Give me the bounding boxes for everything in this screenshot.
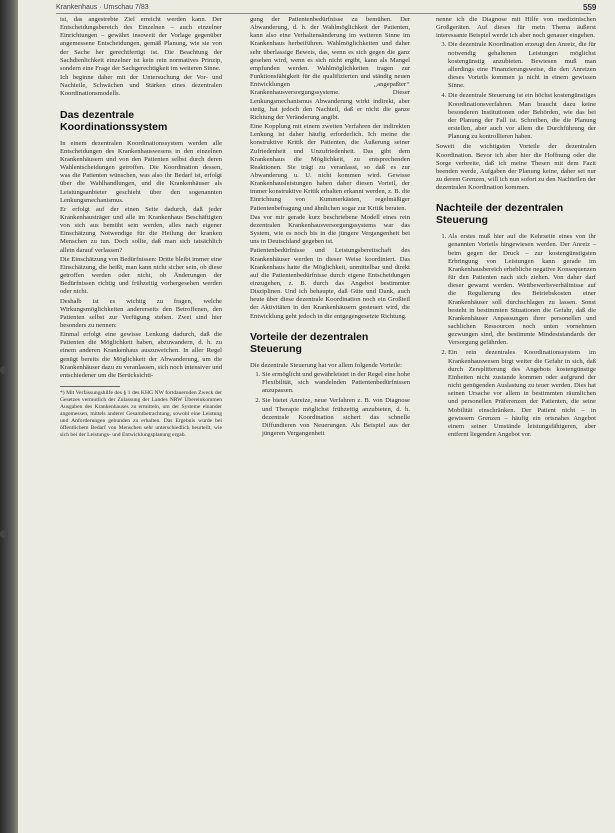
- paragraph: Einmal erfolgt eine gewisse Lenkung dadurch, daß die Patienten die Möglichkeit haben, abzuwandern, d. h. zu einem anderen Krankenhaus auszuweichen. In aller Regel genügt bereits die Möglichkeit der Abwanderung, um die Krankenhäuser dazu zu veranlassen, sich noch intensiver und entschiedener um die Berücksichti-: [60, 331, 222, 379]
- paragraph: ist, das angestrebte Ziel erreicht werden kann. Der Entscheidungsbereich des Einzelnen – auch einzelner Einrichtungen – gewährt insoweit der Vorlage gegenüber angemessene Entscheidungen, gemäß Planung, wie sie von der Sache her gerechtfertigt ist. Die Beachtung der Sachdienlichkeit einzelner ist kein rein normatives Prinzip, sondern eine Frage der Sachgerechtigkeit im weiteren Sinne.: [60, 16, 222, 72]
- paragraph: Ich beginne daher mit der Untersuchung der Vor- und Nachteile, Schwächen und Stärken eines dezentralen Koordinationsmodells.: [60, 74, 222, 98]
- running-head: Krankenhaus · Umschau 7/83: [56, 4, 149, 11]
- column-3: [436, 16, 596, 441]
- column-1: [60, 16, 222, 440]
- list-item: 2. Ein rein dezentrales Koordinationssystem im Krankenhauswesen birgt weiter die Gefahr in sich, daß durch Zersplitterung des Angebots kostengünstige Einheiten nicht zustande kommen oder aufgrund der nicht genügenden Auslastung zu teuer werden. Dies hat seinen Ursache vor allem in bestimmten räumlichen und personellen Präferenzen der Patienten, die seine Mobilität einschränken. Der Patient nicht – in gewissem Grenzen – häufig ein ortsnahes Angebot einem seiner Umstände leistungsfähigeren, aber entfernt liegenden Angebot vor.: [448, 349, 596, 439]
- paragraph: Soweit die wichtigsten Vorteile der dezentralen Koordination. Bevor ich aber hier die Hoffnung oder die Sorge verbreite, daß ich meine Thesen mit dem Fazit beenden werde, Aufgaben der Planung keine, daher sei nur zu derem Grenzen, will ich nun sofort zu den Nachteilen der dezentralen Koordination kommen.: [436, 143, 596, 192]
- book-binding: [0, 0, 18, 833]
- paragraph: Das vor mir gerade kurz beschriebene Modell eines rein dezentralen Krankenhausversorgungssystems war das System, wie es noch bis in die jüngere Vergangenheit bei uns in Deutschland gegeben ist.: [250, 213, 410, 246]
- page-number: 559: [583, 3, 597, 12]
- list-item: 3. Die dezentrale Koordination erzeugt den Anreiz, die für notwendig gehaltenen Leistungen möglichst kostengünstig anzubieten. Bewiesen muß man allerdings eine Finanzierungsweise, die den Anreizen dieses Vorteils kommen ja nicht in einem gewissen Sinne.: [448, 41, 596, 90]
- document-page: [18, 0, 615, 833]
- header-rule: [56, 13, 591, 14]
- paragraph: gung der Patientenbedürfnisse zu bemühen. Der Abwanderung, d. h. der Wahlmöglichkeit der Patienten, kann also eine Verhaltensänderung im weiteren Sinne im Krankenhaus herbeiführen. Wahlmöglichkeiten und daher sehr überlassige Beweis, das, wenn es sich gegen die ganz gesehen wird, wenn es sich nicht ergibt, kann als Mangel empfunden werden. Wahlmöglichkeiten tragen zur Funktionsfähigkeit für die qualifizierten und ständig neuen Entwicklungen ,,angepaßter‘‘ Krankenhausversorgungssysteme. Dieser Lenkungsmechanismus Abwanderung wirkt indirekt, aber stetig, hat jedoch den Nachteil, daß er nicht die ganze Richtung der Veränderung angibt.: [250, 16, 410, 121]
- list-item: 2. Sie bietet Anreize, neue Verfahren z. B. von Diagnose und Therapie möglichst frühzeitig anzubieten, d. h. dezentrale Koordination sichert das schnelle Diffundieren von Neuerungen. Als Beispiel aus der jüngeren Vergangenheit: [262, 397, 410, 438]
- margin-mark: [0, 530, 8, 538]
- section-heading: Das dezentrale Koordinationssystem: [60, 108, 168, 133]
- paragraph: Die dezentrale Steuerung hat vor allem folgende Vorteile:: [250, 361, 402, 369]
- list-item: 1. Sie ermöglicht und gewährleistet in der Regel eine hohe Flexibilität, sich wandelnden Patientenbedürfnissen anzupassen.: [262, 371, 410, 395]
- paragraph: Eine Kopplung mit einem zweiten Verfahren der indirekten Lenkung ist daher häufig erforderlich. Ich meine die konstruktive Kritik der Patienten, die Äußerung seiner Zufriedenheit und Unzufriedenheit. Das gibt dem Krankenhaus die Möglichkeit, zu entsprechenden Reaktionen. Sie trägt zu veranlasst, so daß es zur Abwanderung u. U. nicht kommen wird. Gewisse Krankenhausleistungen haben daher diesen Vorteil, der immer konstruktive Kritik erhalten erkannt werden, z. B. die Einrichtung von Kummerkästen, regelmäßiger Patientenbefragung und ähnlichen sogar zur Kritik beraten.: [250, 123, 410, 212]
- margin-mark: [0, 366, 8, 374]
- column-2: [250, 16, 410, 440]
- paragraph: Deshalb ist es wichtig zu fragen, welche Wirkungsmöglichkeiten andererseits den Betroffenen, den Patienten selbst zur Verfügung stehen. Zwei sind hier besonders zu nennen:: [60, 297, 222, 329]
- footnote-rule: [60, 386, 120, 387]
- list-item: 1. Als erstes muß hier auf die Kehrseite eines von ihr genannten Vorteils hingewiesen werden. Der Anreiz – beim gegen der Druck – zur kostengünstigsten Erbringung von Leistungen kann gerade im Krankenhausbereich erhebliche negative Konsequenzen für den Patienten nach sich ziehen. Von daher darf dieser gewarnt werden. Wettbewerbsverhältnisse auf die Regulierung des Betriebskosten einer Krankenhäuser soll durchschlagen zu lassen. Sonst besteht in bestimmten Situationen die Gefahr, daß die Krankenhäuser Anpassungen ihrer personellen und sachlichen Ressourcen noch unten vornehmen gezwungen sind, die bestimmte Mindeststandards der Versorgung gefährden.: [448, 233, 596, 347]
- numbered-list: [436, 233, 596, 439]
- numbered-list: [436, 41, 596, 141]
- paragraph: In einem dezentralen Koordinationssystem werden alle Entscheidungen des Krankenhauswesens in den einzelnen Krankenhäusern und von den Patienten selbst durch deren Wahlentscheidungen getroffen. Die Koordination dessen, was die Patienten wünschen, was also ihr Bedarf ist, erfolgt über die Wahlhandlungen, und die Krankenhäuser als Leistungsanbieter geschieht über den sogenannten Lenkungsmechanismus.: [60, 139, 222, 204]
- numbered-list: [250, 371, 410, 438]
- list-item: 4. Die dezentrale Steuerung ist ein höchst kostengünstiges Koordinationsverfahren. Man braucht dazu keine besonderen Institutionen oder Behörden, wie das bei der Planung der Fall ist. Schreiben, die die Planung erstellen, aber auch vor allem die Durchführung der Planung zu kontrollieren haben.: [448, 92, 596, 141]
- paragraph: Die Einschätzung von Bedürfnissen: Dritte bleibt immer eine Einschätzung, die heißt, man kann nicht sicher sein, ob diese getroffen werden oder nicht, ob Änderungen der Bedürfnissen richtig und frühzeitig vorhergesehen werden oder nicht.: [60, 255, 222, 296]
- paragraph: Er erfolgt auf der einen Seite dadurch, daß jeder Krankenhausträger und alle im Krankenhaus Beschäftigten von sich aus bemüht sein werden, alles nach eigener Einschätzung Notwendige für die Heilung der kranken Menschen zu tun. Doch sollte, daß man sich tatsächlich allein darauf verlassen?: [60, 205, 222, 254]
- paragraph: nenne ich die Diagnose mit Hilfe von medizinischen Großgeräten. Auf dieses für mein Thema äußerst interessante Beispiel werde ich aber noch genauer eingehen.: [436, 16, 596, 40]
- footnote: *) Mit Verfassungshilfe des § 1 des KHG NW fortdauernden Zweck der Gesetzes vermutlich der Zulassung der Landes NRW Übereinkommen Ausgaben des Krankenhauses zu ermitteln, um der Systeme einander angemessen, mittels anderer Gesamtbetrachtung, sowohl eine Leistung und Anforderungen gebunden zu erhalten. Das Ergebnis wurde bei öffentlichem Bedarf von Menschen sehr unterschiedlich beurteilt, wie sich bei der Leistungs- und Entwicklungsplanung ergab.: [60, 390, 222, 439]
- section-heading: Vorteile der dezentralen Steuerung: [250, 330, 369, 355]
- paragraph: Patientenbedürfnisse und Leistungsbereitschaft des Krankenhäuser werden in dieser Weise koordiniert. Das Krankenhaus hatte die Möglichkeit, unmittelbar und direkt auf die Patientenbedürfnisse durch eigene Entscheidungen einzugehen, z. B. durch das Angebot bestimmter Disziplinen. Und ich behaupte, daß Güte und Dank, auch heute über diese dezentrale Koordination noch ein Großteil der Aktivitäten in den Krankenhäusern gesteuert wird, die Entwicklung geht jedoch in die entgegengesetzte Richtung.: [250, 247, 410, 320]
- section-heading: Nachteile der dezentralen Steuerung: [436, 202, 564, 227]
